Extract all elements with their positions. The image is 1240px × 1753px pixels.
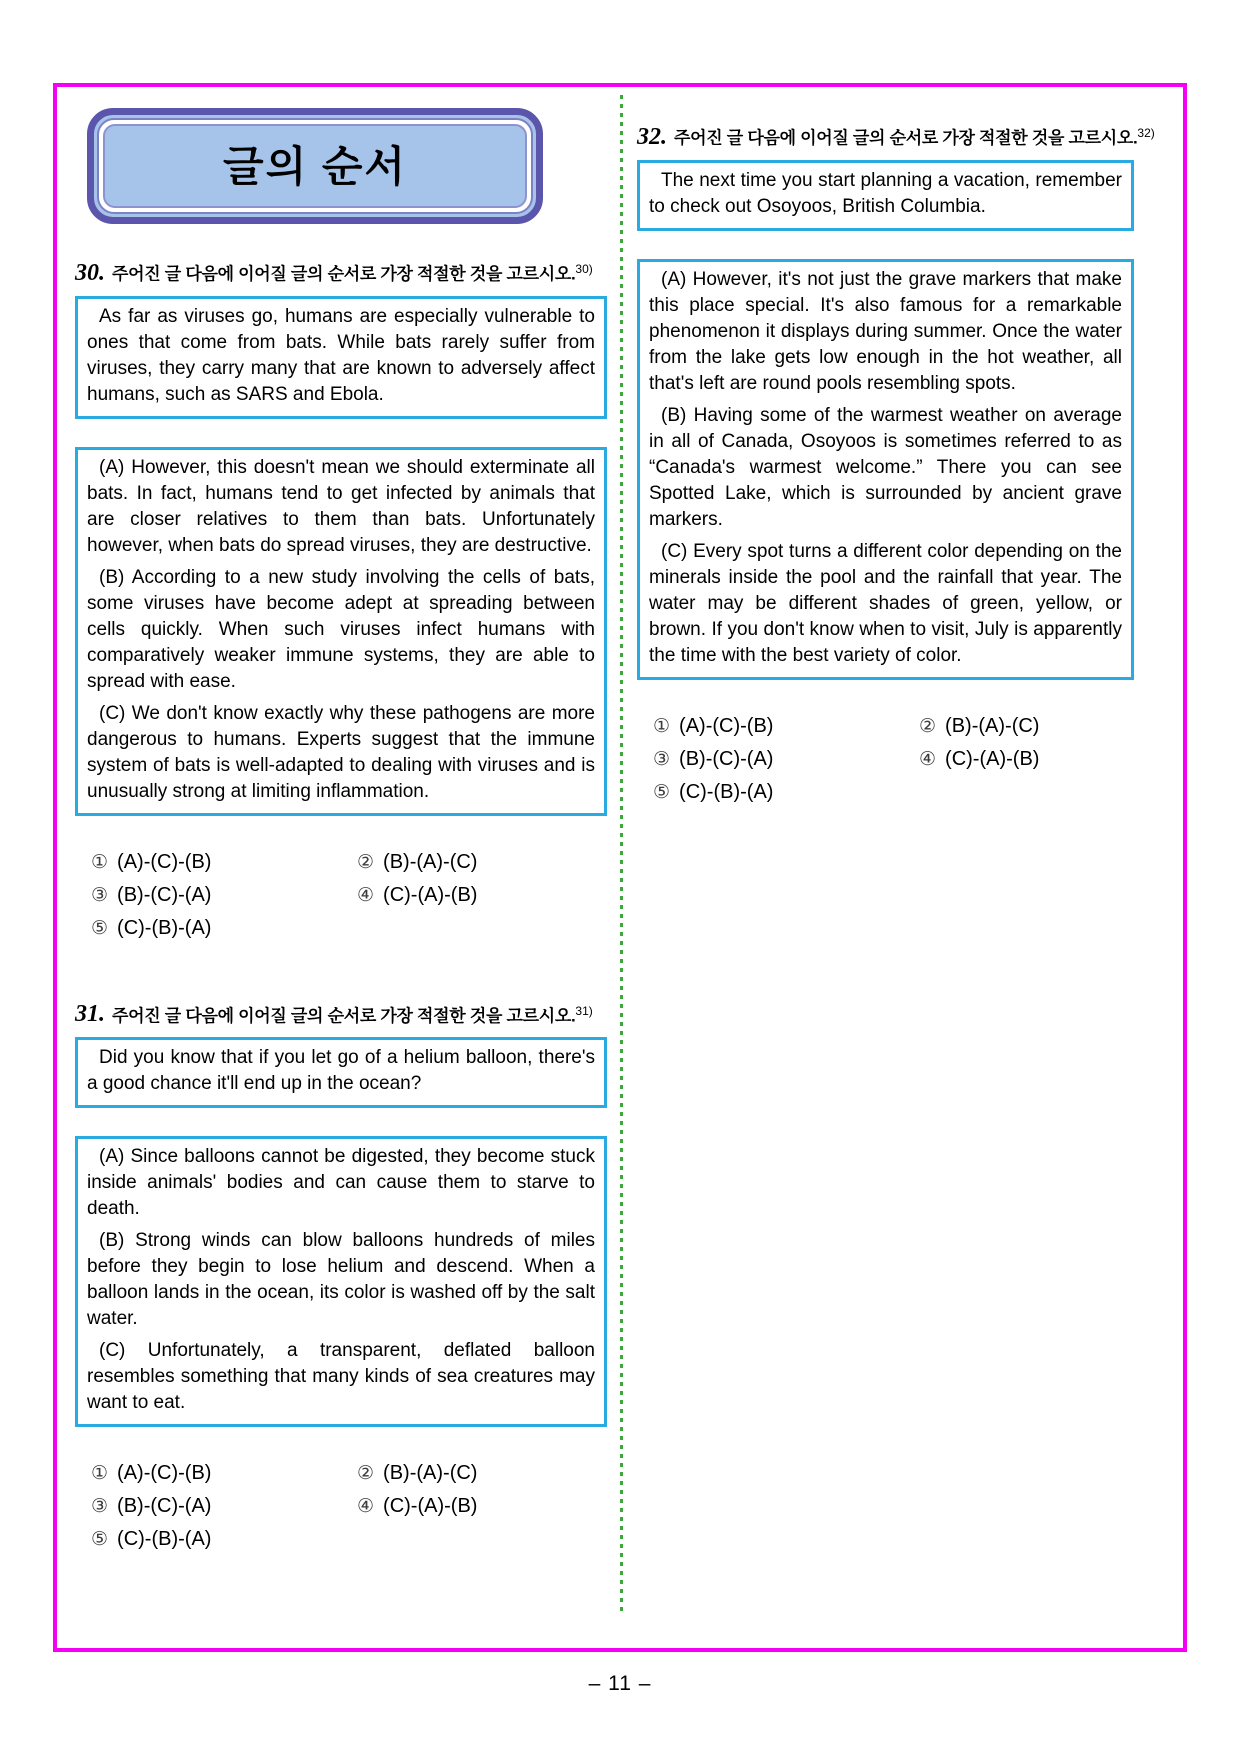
given-passage: The next time you start planning a vacation, remember to check out Osoyoos, British Columbia. [649, 169, 1122, 217]
option-label: (C)-(B)-(A) [679, 780, 774, 803]
footnote-marker: 30) [575, 262, 593, 276]
passage-paragraph-b: (B) According to a new study involving the cells of bats, some viruses have become adept at spreading between cells quickly. When such viruses infect humans with comparatively weaker immune systems, they are able to spread with ease. [87, 566, 595, 692]
option-item [653, 712, 919, 741]
option-item [357, 848, 607, 877]
footnote-marker: 31) [575, 1003, 593, 1018]
option-item [91, 914, 357, 943]
option-marker: ① [91, 1463, 109, 1485]
passage-paragraph-a: (A) However, this doesn't mean we should exterminate all bats. In fact, humans tend to get infected by animals that are closer relatives to them than bats. Unfortunately however, when bats do spread viruses, they are destructive. [87, 456, 595, 556]
question-31-abc-box [75, 1136, 607, 1427]
passage-paragraph-c: (C) Every spot turns a different color depending on the minerals inside the pool and the rainfall that year. The water may be different shades of green, yellow, or brown. If you don't know when to visit, July is apparently the time with the best variety of color. [649, 540, 1122, 666]
passage-paragraph-c: (C) Unfortunately, a transparent, deflated balloon resembles something that many kinds of sea creatures may want to eat. [87, 1340, 595, 1414]
option-label: (C)-(A)-(B) [383, 1495, 478, 1518]
question-32-header [637, 120, 1155, 152]
question-prompt: 주어진 글 다음에 이어질 글의 순서로 가장 적절한 것을 고르시오. [112, 1006, 576, 1026]
option-label: (A)-(C)-(B) [117, 1462, 212, 1485]
question-32-abc-box [637, 259, 1134, 680]
option-marker: ② [919, 715, 937, 737]
option-label: (C)-(B)-(A) [117, 916, 212, 939]
option-item [357, 1459, 607, 1488]
footnote-marker: 32) [1137, 126, 1155, 140]
section-title-banner [87, 108, 543, 224]
option-item [653, 745, 919, 774]
column-divider [620, 95, 623, 1615]
passage-paragraph-a: (A) However, it's not just the grave markers that make this place special. It's also famous for a remarkable phenomenon it displays during summer. Once the water from the lake gets low enough in the hot weather, all that's left are round pools resembling spots. [649, 268, 1122, 394]
option-item [91, 881, 357, 910]
passage-paragraph-b: (B) Strong winds can blow balloons hundreds of miles before they begin to lose helium and descend. When a balloon lands in the ocean, its color is washed off by the salt water. [87, 1230, 595, 1330]
option-marker: ④ [919, 748, 937, 770]
option-marker: ④ [357, 1496, 375, 1518]
option-label: (B)-(A)-(C) [383, 850, 478, 873]
option-marker: ① [91, 851, 109, 873]
option-marker: ③ [91, 884, 109, 906]
option-item [919, 712, 1134, 741]
question-31-given-box [75, 1037, 607, 1108]
question-30-options [75, 848, 607, 943]
option-item [357, 881, 607, 910]
option-marker: ① [653, 715, 671, 737]
option-label: (C)-(B)-(A) [117, 1528, 212, 1551]
option-label: (B)-(C)-(A) [117, 883, 212, 906]
option-label: (B)-(A)-(C) [383, 1462, 478, 1485]
option-item [653, 778, 919, 807]
option-label: (B)-(C)-(A) [117, 1495, 212, 1518]
option-label: (A)-(C)-(B) [117, 850, 212, 873]
option-marker: ② [357, 1463, 375, 1485]
page-title: 글의 순서 [103, 124, 527, 208]
question-prompt: 주어진 글 다음에 이어질 글의 순서로 가장 적절한 것을 고르시오. [112, 264, 576, 284]
question-30-abc-box [75, 447, 607, 816]
option-marker: ⑤ [91, 1529, 109, 1551]
question-number: 30. [75, 259, 105, 286]
option-marker: ⑤ [653, 781, 671, 803]
option-item [91, 1525, 357, 1554]
page-number: – 11 – [588, 1672, 652, 1695]
given-passage: As far as viruses go, humans are especially vulnerable to ones that come from bats. While bats rarely suffer from viruses, they carry many that are known to adversely affect humans, such as SARS and Ebola. [87, 305, 595, 405]
option-item [919, 745, 1134, 774]
option-item [91, 1459, 357, 1488]
right-column [637, 100, 1155, 807]
option-marker: ② [357, 851, 375, 873]
option-label: (B)-(C)-(A) [679, 747, 774, 770]
option-marker: ③ [653, 748, 671, 770]
option-label: (C)-(A)-(B) [383, 883, 478, 906]
question-32-options [637, 712, 1134, 807]
left-column [75, 100, 607, 1554]
option-marker: ⑤ [91, 917, 109, 939]
question-30-header [75, 256, 607, 288]
option-label: (B)-(A)-(C) [945, 714, 1040, 737]
option-item [91, 1492, 357, 1521]
option-label: (C)-(A)-(B) [945, 747, 1040, 770]
question-30-given-box [75, 296, 607, 419]
option-marker: ③ [91, 1496, 109, 1518]
option-item [357, 1492, 607, 1521]
question-32-given-box [637, 160, 1134, 231]
question-31-options [75, 1459, 607, 1554]
question-prompt: 주어진 글 다음에 이어질 글의 순서로 가장 적절한 것을 고르시오. [674, 128, 1138, 148]
option-marker: ④ [357, 884, 375, 906]
question-31-header [75, 998, 607, 1030]
passage-paragraph-c: (C) We don't know exactly why these pathogens are more dangerous to humans. Experts suggest that the immune system of bats is well-adapted to dealing with viruses and is unusually strong at limiting inflammation. [87, 702, 595, 802]
question-number: 32. [637, 123, 667, 150]
given-passage: Did you know that if you let go of a helium balloon, there's a good chance it'll end up in the ocean? [87, 1047, 595, 1095]
question-number: 31. [75, 1001, 105, 1028]
section-title-banner-ring [97, 118, 533, 214]
option-label: (A)-(C)-(B) [679, 714, 774, 737]
option-item [91, 848, 357, 877]
passage-paragraph-a: (A) Since balloons cannot be digested, they become stuck inside animals' bodies and can cause them to starve to death. [87, 1146, 595, 1220]
passage-paragraph-b: (B) Having some of the warmest weather on average in all of Canada, Osoyoos is sometimes referred to as “Canada's warmest welcome.” There you can see Spotted Lake, which is surrounded by ancient grave markers. [649, 404, 1122, 530]
